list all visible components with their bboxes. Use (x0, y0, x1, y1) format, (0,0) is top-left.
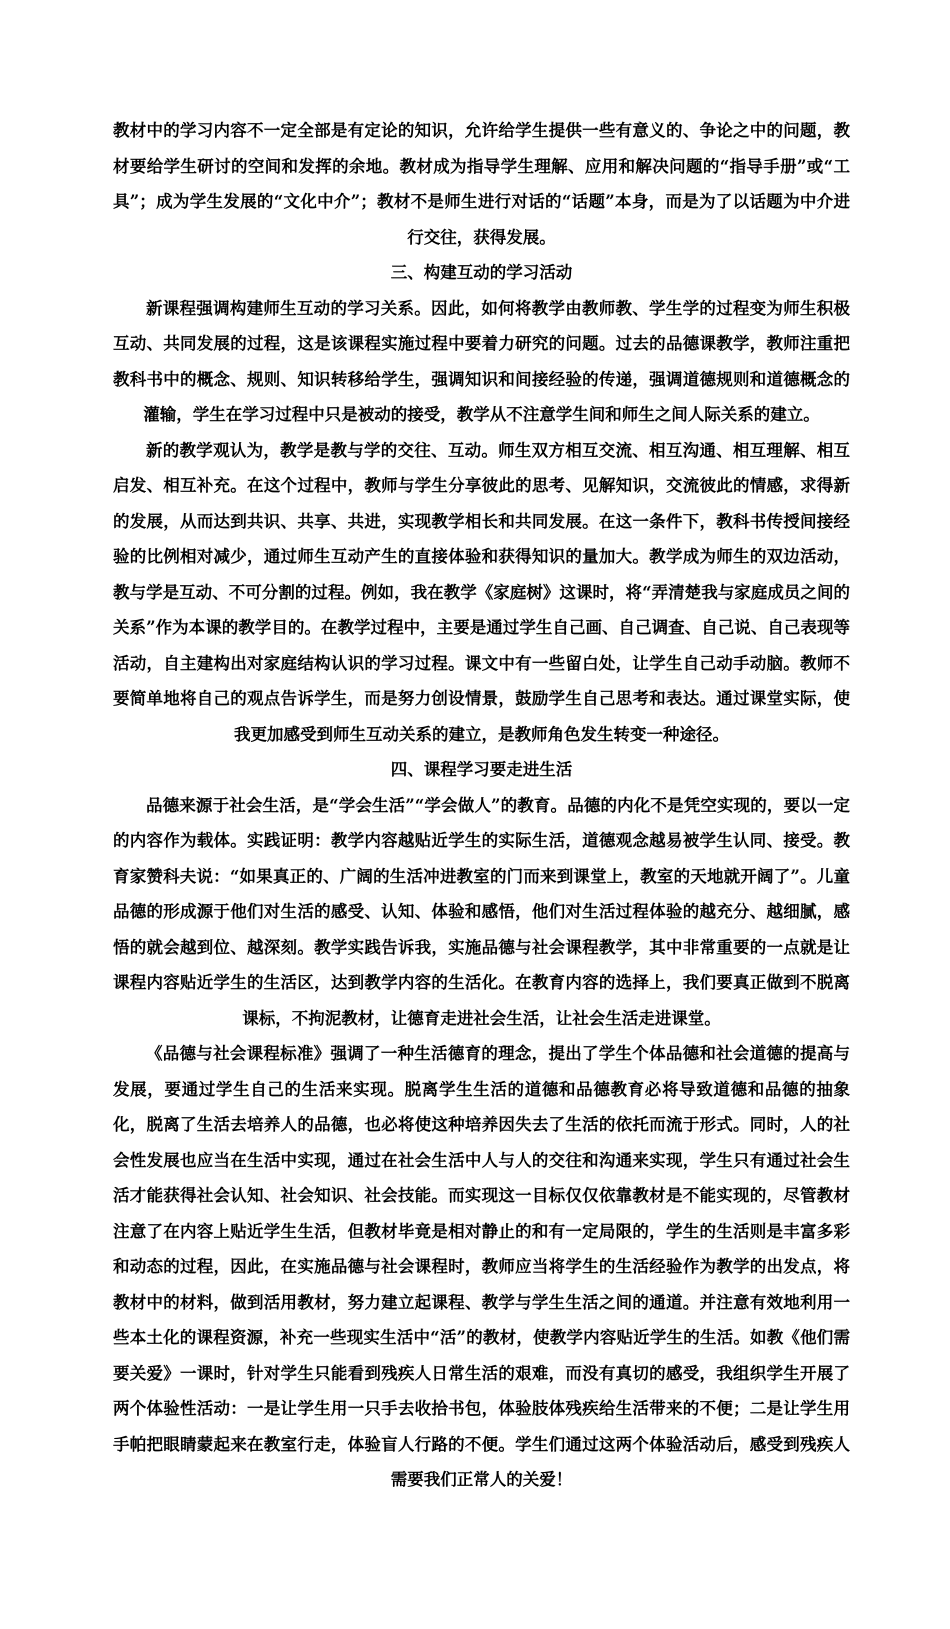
paragraph-textbook-content: 教材中的学习内容不一定全部是有定论的知识，允许给学生提供一些有意义的、争论之中的问题，教材要给学生研讨的空间和发挥的余地。教材成为指导学生理解、应用和解决问题的“指导手册”或“工具”；成为学生发展的“文化中介”；教材不是师生进行对话的“话题”本身，而是为了以话题为中介进行交往，获得发展。 (113, 121, 850, 247)
document-body (113, 113, 850, 1498)
section-heading-interactive-learning: 三、构建互动的学习活动 (390, 263, 573, 282)
paragraph-moral-from-life: 品德来源于社会生活，是“学会生活”“学会做人”的教育。品德的内化不是凭空实现的，要以一定的内容作为载体。实践证明：教学内容越贴近学生的实际生活，道德观念越易被学生认同、接受。教育家赞科夫说：“如果真正的、广阔的生活冲进教室的门而来到课堂上，教室的天地就开阔了”。儿童品德的形成源于他们对生活的感受、认知、体验和感悟，他们对生活过程体验的越充分、越细腻，感悟的就会越到位、越深刻。教学实践告诉我，实施品德与社会课程教学，其中非常重要的一点就是让课程内容贴近学生的生活区，达到教学内容的生活化。在教育内容的选择上，我们要真正做到不脱离课标，不拘泥教材，让德育走进社会生活，让社会生活走进课堂。 (113, 795, 850, 1028)
paragraph-curriculum-standard: 《品德与社会课程标准》强调了一种生活德育的理念，提出了学生个体品德和社会道德的提高与发展，要通过学生自己的生活来实现。脱离学生生活的道德和品德教育必将导致道德和品德的抽象化，脱离了生活去培养人的品德，也必将使这种培养因失去了生活的依托而流于形式。同时，人的社会性发展也应当在生活中实现，通过在社会生活中人与人的交往和沟通来实现，学生只有通过社会生活才能获得社会认知、社会知识、社会技能。而实现这一目标仅仅依靠教材是不能实现的，尽管教材注意了在内容上贴近学生生活，但教材毕竟是相对静止的和有一定局限的，学生的生活则是丰富多彩和动态的过程，因此，在实施品德与社会课程时，教师应当将学生的生活经验作为教学的出发点，将教材中的材料，做到活用教材，努力建立起课程、教学与学生生活之间的通道。并注意有效地利用一些本土化的课程资源，补充一些现实生活中“活”的教材，使教学内容贴近学生的生活。如教《他们需要关爱》一课时，针对学生只能看到残疾人日常生活的艰难，而没有真切的感受，我组织学生开展了两个体验性活动：一是让学生用一只手去收拾书包，体验肢体残疾给生活带来的不便；二是让学生用手帕把眼睛蒙起来在教室行走，体验盲人行路的不便。学生们通过这两个体验活动后，感受到残疾人需要我们正常人的关爱！ (113, 1044, 850, 1489)
paragraph-teacher-student-interaction: 新课程强调构建师生互动的学习关系。因此，如何将教学由教师教、学生学的过程变为师生积极互动、共同发展的过程，这是该课程实施过程中要着力研究的问题。过去的品德课教学，教师注重把教科书中的概念、规则、知识转移给学生，强调知识和间接经验的传递，强调道德规则和道德概念的灌输，学生在学习过程中只是被动的接受，教学从不注意学生间和师生之间人际关系的建立。 (113, 298, 850, 424)
section-heading-learning-into-life: 四、课程学习要走进生活 (390, 760, 573, 779)
paragraph-new-teaching-view: 新的教学观认为，教学是教与学的交往、互动。师生双方相互交流、相互沟通、相互理解、相互启发、相互补充。在这个过程中，教师与学生分享彼此的思考、见解知识，交流彼此的情感，求得新的发展，从而达到共识、共享、共进，实现教学相长和共同发展。在这一条件下，教科书传授间接经验的比例相对减少，通过师生互动产生的直接体验和获得知识的量加大。教学成为师生的双边活动，教与学是互动、不可分割的过程。例如，我在教学《家庭树》这课时，将“弄清楚我与家庭成员之间的关系”作为本课的教学目的。在教学过程中，主要是通过学生自己画、自己调查、自己说、自己表现等活动，自主建构出对家庭结构认识的学习过程。课文中有一些留白处，让学生自己动手动脑。教师不要简单地将自己的观点告诉学生，而是努力创设情景，鼓励学生自己思考和表达。通过课堂实际，使我更加感受到师生互动关系的建立，是教师角色发生转变一种途径。 (113, 440, 850, 744)
